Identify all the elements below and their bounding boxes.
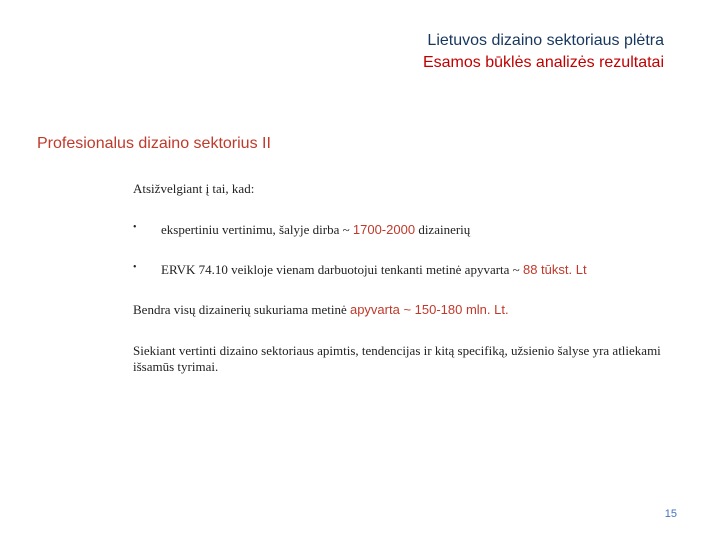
total-statement: [133, 302, 509, 318]
slide-header: [423, 30, 664, 74]
bullet-suffix: dizainerių: [415, 222, 471, 237]
bullet-text-main: ekspertiniu vertinimu, šalyje dirba ~: [161, 222, 353, 237]
total-text: Bendra visų dizainerių sukuriama metinė: [133, 302, 350, 317]
intro-text: Atsižvelgiant į tai, kad:: [133, 181, 255, 196]
bullet-text: [161, 262, 587, 278]
header-subtitle: Esamos būklės analizės rezultatai: [422, 54, 664, 71]
bullet-marker: •: [133, 262, 137, 273]
bullet-marker: •: [133, 222, 137, 233]
conclusion-text: Siekiant vertinti dizaino sektoriaus apimtis, tendencijas ir kitą specifiką, užsienio šalyse yra atliekami išsamūs tyrimai.: [133, 343, 661, 374]
bullet-highlight: 88 tūkst. Lt: [522, 262, 587, 277]
bullet-highlight: 1700-2000: [352, 222, 416, 237]
section-title: Profesionalus dizaino sektorius II: [37, 135, 271, 152]
header-title: Lietuvos dizaino sektoriaus plėtra: [427, 32, 664, 49]
page-number: 15: [664, 508, 677, 520]
total-highlight: apyvarta ~ 150-180 mln. Lt.: [349, 302, 509, 317]
bullet-text: [161, 222, 470, 238]
bullet-text-main: ERVK 74.10 veikloje vienam darbuotojui tenkanti metinė apyvarta ~: [161, 262, 523, 277]
